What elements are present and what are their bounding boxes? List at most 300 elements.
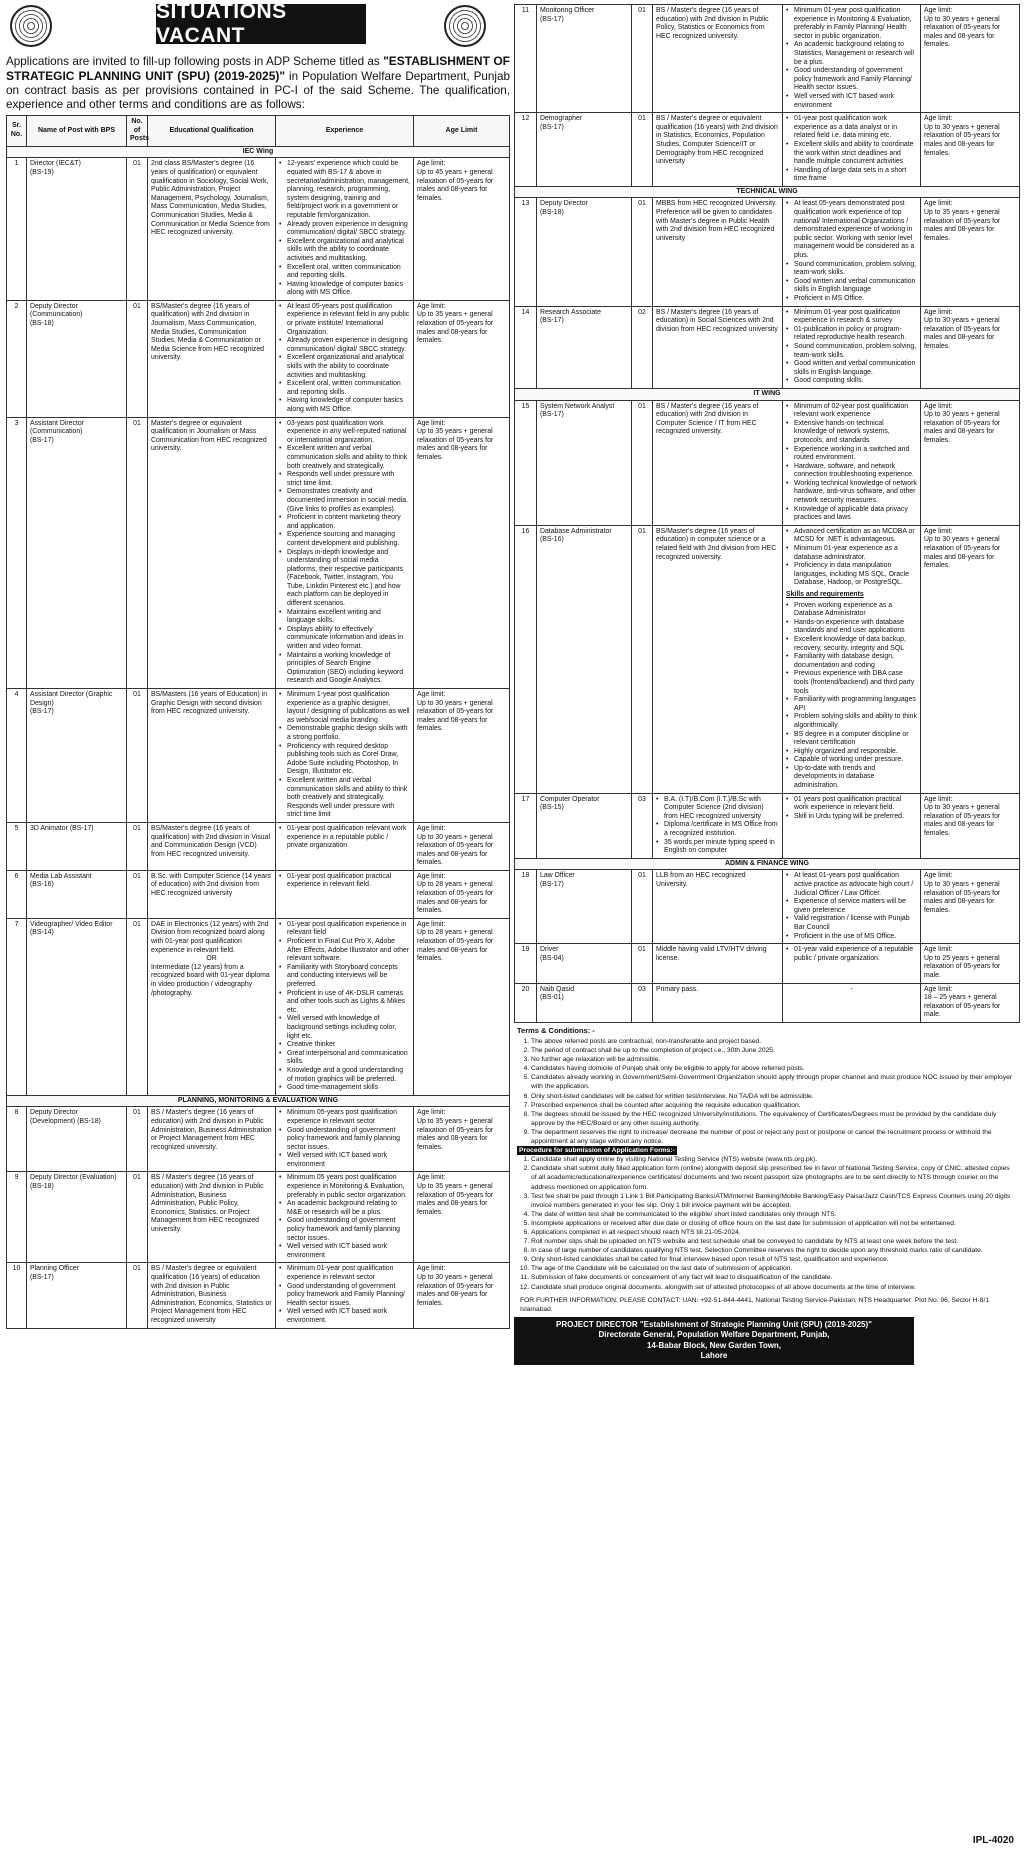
age-text: Up to 28 years + general relaxation of 05-years for males and 08-years for females. <box>417 881 494 915</box>
exp-list-item: • Skill in Urdu typing will be preferred. <box>786 813 917 822</box>
contact-info: FOR FURTHER INFORMATION, PLEASE CONTACT: UAN: +92-51-844-4441, National Testing Service-Pakistan, NTS Headquarter: Plot No. 96, Sector H-8/1 Islamabad. <box>520 1296 990 1313</box>
age-text: Up to 35 years + general relaxation of 05-years for males and 08-years for females. <box>417 428 494 461</box>
skills-list-item: • Previous experience with DBA case tools (frontend/backend) and third party tools <box>786 670 917 696</box>
qual-text: Master's degree or equivalent qualification in Journalism or Mass Communication from HEC recognized university. <box>151 419 267 453</box>
skills-list-item: • Problem solving skills and ability to think algorithmically <box>786 713 917 730</box>
term-item: 2. Candidate shall submit dully filled application form (online) alongwith deposit slip prescribed fee in favor of National Testing Service, copy of CNIC, attested copies of all academic/educational/experience certificates/ documents and two recent passport size photographs are to be sent directly to NTS through courier on the address mentioned on application form. <box>531 1164 1017 1191</box>
post-name: Computer Operator <box>540 795 600 803</box>
table-header-row <box>7 116 510 147</box>
post-age-limit <box>921 944 1020 983</box>
post-sr: 6 <box>7 870 27 918</box>
qual-text: BS/Master's degree (16 years of qualification) with 2nd division in Visual and Communication Design (VCD) from HEC recognized university. <box>151 824 270 858</box>
post-bps: (BS-17) <box>30 436 54 444</box>
header <box>6 0 510 50</box>
post-age-limit <box>414 1263 510 1328</box>
term-item: 1. The above referred posts are contractual, non-transferable and project based. <box>531 1037 1017 1046</box>
exp-list-item: • Well versed with ICT based work environment <box>786 93 917 110</box>
post-experience <box>783 983 921 1022</box>
post-count: 01 <box>632 400 653 525</box>
post-count: 01 <box>127 870 148 918</box>
exp-list <box>786 528 917 588</box>
post-age-limit <box>414 822 510 870</box>
post-name: Driver <box>540 946 559 954</box>
post-qualification <box>148 1172 276 1263</box>
term-item: 8. The degrees should be issued by the HEC recognized University/institutions. The equivalency of Certificates/Degrees must be provided by the candidate duly approve by the HEC/Board or any other issuing authority. <box>531 1110 1017 1128</box>
post-name: Deputy Director <box>540 200 588 208</box>
qual-text: 2nd class BS/Master's degree (16 years of qualification) or equivalent qualification in Sociology, Social Work, Public Administration, Project Management, Psychology, Journalism, Mass Communication, Media Studies, Communication Studies, Media & Communication or Media Science from HEC recognized university. <box>151 160 270 237</box>
age-label: Age limit: <box>417 1109 446 1117</box>
exp-list-item: • At least 01-years post qualification active practice as advocate high court / Judicial Officer / Law Officer. <box>786 872 917 898</box>
exp-list-item: • Proficient in the use of MS Office. <box>786 933 917 942</box>
post-bps: (BS-15) <box>540 804 564 812</box>
post-sr: 10 <box>7 1263 27 1328</box>
exp-list-item: • Knowledge and a good understanding of motion graphics will be preferred. <box>279 1067 410 1084</box>
pwd-logo-icon <box>444 5 486 47</box>
post-qualification <box>653 870 783 944</box>
exp-list-item: • Proficient in use of 4K-DSLR cameras and other tools such as Lights & Mikes etc. <box>279 990 410 1016</box>
procedure-title: Procedure for submission of Application Forms:- <box>519 1147 675 1155</box>
exp-list-item: • Proficient in Final Cut Pro X, Adobe After Effects, Adobe Illustrator and other relevant software. <box>279 938 410 964</box>
post-name: Research Associate <box>540 308 601 316</box>
post-name-cell <box>27 1107 127 1172</box>
age-label: Age limit: <box>924 200 953 208</box>
age-label: Age limit: <box>417 872 446 880</box>
post-age-limit <box>921 5 1020 113</box>
posts-table-right <box>514 4 1020 1023</box>
exp-list-item: • Minimum 1-year post qualification experience as a graphic designer, layout / designing of publications as well as web/social media branding <box>279 691 410 725</box>
term-item: 10. The age of the Candidate will be calculated on the last date of submission of application. <box>531 1264 1017 1273</box>
qual-text: DAE in Electronics (12 years) with 2nd Division from recognized board along with 01-year post qualification experience in relevant field. <box>151 920 269 954</box>
exp-list <box>279 1109 410 1169</box>
qual-list-item: • Diploma /certificate in MS Office from a recognized institution. <box>656 821 779 838</box>
age-text: Up to 35 years + general relaxation of 05-years for males and 08-years for females. <box>924 209 1001 242</box>
age-text: 18 – 25 years + general relaxation of 05-years for male. <box>924 994 1001 1019</box>
age-text: Up to 45 years + general relaxation of 05-years for males and 08-years for females. <box>417 168 494 202</box>
exp-list-item: • Valid registration / license with Punjab Bar Council <box>786 915 917 932</box>
exp-list-item: • 01-year post qualification relevant work experience in a reputable public / private organization <box>279 825 410 851</box>
age-text: Up to 30 years + general relaxation of 05-years for males and 08-years for females. <box>417 1274 494 1307</box>
post-qualification <box>653 5 783 113</box>
table-row <box>7 1172 510 1263</box>
exp-list-item: • Proficiency in data manipulation languages, including MS SQL, Oracle Database, Hadoop, or PostgreSQL. <box>786 562 917 588</box>
skills-list-item: • Highly organized and responsible. <box>786 748 917 757</box>
post-count: 03 <box>632 983 653 1022</box>
qual-text: LLB from an HEC recognized University. <box>656 872 746 888</box>
post-experience <box>783 113 921 187</box>
table-row <box>515 525 1020 793</box>
exp-list <box>279 303 410 415</box>
exp-list-item: • Having knowledge of computer basics along with MS Office. <box>279 281 410 298</box>
header-qual: Educational Qualification <box>148 116 276 147</box>
exp-list-item: • 01-year post qualification practical experience in relevant field. <box>279 873 410 890</box>
tech-rows <box>515 198 1020 388</box>
skills-list-item: • Familiarity with database design, documentation and coding <box>786 653 917 670</box>
age-label: Age limit: <box>924 946 953 954</box>
post-experience <box>783 306 921 388</box>
exp-list <box>279 1265 410 1325</box>
post-experience <box>783 5 921 113</box>
post-sr: 11 <box>515 5 537 113</box>
ipl-number: IPL-4020 <box>972 1835 1014 1846</box>
post-sr: 19 <box>515 944 537 983</box>
post-age-limit <box>414 417 510 688</box>
pme-rows <box>7 1107 510 1328</box>
exp-list-item: • Minimum of 02-year post qualification relevant work experience <box>786 403 917 420</box>
term-item: 11. Submission of fake documents or concealment of any fact will lead to disqualification of the candidate. <box>531 1273 1017 1282</box>
post-name-cell <box>537 983 632 1022</box>
age-label: Age limit: <box>924 7 953 14</box>
skills-list-item: • Hands-on experience with database standards and end user applications <box>786 619 917 636</box>
post-count: 01 <box>127 1107 148 1172</box>
header-posts: No. of Posts <box>127 116 148 147</box>
post-name-cell <box>537 198 632 306</box>
exp-list-item: • Creative thinker <box>279 1041 410 1050</box>
exp-list-item: • 01-year post qualification experience in relevant field <box>279 921 410 938</box>
exp-list-item: • Good understanding of government policy framework and Family Planning/ Health sector issues. <box>786 67 917 93</box>
term-item: 1. Candidate shall apply online by visiting National Testing Service (NTS) website (www.nts.org.pk). <box>531 1155 1017 1164</box>
age-text: Up to 30 years + general relaxation of 05-years for males and 08-years for females. <box>924 123 1001 157</box>
post-bps: (BS-18) <box>30 1183 54 1191</box>
header-name: Name of Post with BPS <box>27 116 127 147</box>
post-qualification <box>653 198 783 306</box>
term-item: 6. Only short-listed candidates will be called for written test/interview. No TA/DA will be admissible. <box>531 1092 1017 1101</box>
post-age-limit <box>414 158 510 301</box>
section-pme: PLANNING, MONITORING & EVALUATION WING <box>7 1095 510 1107</box>
post-name-cell <box>27 158 127 301</box>
exp-list <box>786 403 917 523</box>
intro-text-2: in Population Welfare Department, Punjab on contract basis as per provisions contained in PC-I of the said Scheme. The qualification, experience and other terms and conditions are as follows: <box>6 70 510 111</box>
post-name: Media Lab Assistant <box>30 872 92 880</box>
post-bps: (BS-01) <box>540 994 564 1002</box>
exp-list-item: • Excellent skills and ability to coordinate the work within strict deadlines and handle multiple concurrent activities <box>786 141 917 167</box>
post-age-limit <box>921 525 1020 793</box>
qual-text-2: Intermediate (12 years) from a recognized board with 01-year diploma in video production / videography /photography. <box>151 963 270 997</box>
exp-list <box>786 796 917 822</box>
table-row <box>515 198 1020 306</box>
exp-list-item: • 01-publication in policy or program-related reproductive health research. <box>786 326 917 343</box>
post-qualification <box>653 793 783 858</box>
exp-plain: - <box>850 985 853 993</box>
post-bps: (BS-17) <box>540 317 564 325</box>
post-experience <box>276 918 414 1095</box>
post-name-cell <box>27 1172 127 1263</box>
exp-list-item: • Familiarity with Storyboard concepts and conducting interviews will be preferred. <box>279 964 410 990</box>
table-row <box>7 158 510 301</box>
post-experience <box>276 870 414 918</box>
post-sr: 7 <box>7 918 27 1095</box>
exp-list-item: • Proficient in content marketing theory and application. <box>279 514 410 531</box>
exp-list <box>786 946 917 963</box>
exp-list-item: • Great interpersonal and communication skills. <box>279 1050 410 1067</box>
post-name: Assistant Director (Communication) <box>30 419 84 436</box>
intro-paragraph <box>6 54 510 112</box>
post-name: 3D Animator (BS-17) <box>30 824 94 832</box>
exp-list-item: • 12-years' experience which could be equated with BS-17 & above in secretariat/administration, management, planning, research, programming, system designing, training and field/project work in a government or reputable firm/organization. <box>279 160 410 220</box>
post-name-cell <box>27 870 127 918</box>
exp-list-item: • Excellent oral, written communication and reporting skills. <box>279 264 410 281</box>
term-item: 9. Only short-listed candidates shall be called for final interview based upon result of NTS test, qualification and experience. <box>531 1255 1017 1264</box>
exp-list-item: • Maintains excellent writing and language skills. <box>279 609 410 626</box>
qual-text: BS / Master's degree (16 years of education) with 2nd division in Public Policy, Statistics or Economics from HEC recognized university. <box>656 7 769 40</box>
skills-list-item: • Up-to-date with trends and developments in database administration. <box>786 765 917 791</box>
age-text: Up to 30 years + general relaxation of 05-years for males and 08-years for females. <box>924 317 1001 350</box>
age-label: Age limit: <box>417 691 446 698</box>
post-bps: (BS-17) <box>540 15 564 23</box>
post-count: 01 <box>632 870 653 944</box>
post-name: Database Administrator <box>540 527 612 535</box>
qual-list-item: • 35 words per minute typing speed in English on computer <box>656 839 779 856</box>
exp-list <box>786 7 917 110</box>
section-iec: IEC Wing <box>7 146 510 158</box>
post-name: Deputy Director (Communication) <box>30 302 83 319</box>
post-bps: (BS-17) <box>30 708 54 716</box>
qual-text: BS/Master's degree (16 years of education) in computer science or a related field with 2nd division from HEC recognized university. <box>656 527 777 561</box>
exp-list-item: • Good written and verbal communication skills in English language <box>786 278 917 295</box>
qual-list-item: • B.A. (I.T)/B.Com (I.T.)/B.Sc with Computer Science (2nd division) from HEC recognized university <box>656 796 779 822</box>
post-bps: (BS-17) <box>540 881 564 888</box>
exp-list <box>279 921 410 1093</box>
post-bps: (BS-16) <box>540 536 564 544</box>
age-text: Up to 25 years + general relaxation of 05-years for male. <box>924 954 1001 979</box>
exp-list-item: • Minimum 01-year experience as a database administrator. <box>786 545 917 562</box>
exp-list-item: • Good computing skills. <box>786 377 917 386</box>
term-item: 9. The department reserves the right to increase/ decrease the number of post or reject any post or postpone or cancel the recruitment process or withhold the appointment at any stage without any notice. <box>531 1128 1017 1146</box>
section-it: IT WING <box>515 388 1020 400</box>
exp-list-item: • Knowledge of applicable data privacy practices and laws <box>786 506 917 523</box>
skills-list <box>786 602 917 791</box>
post-qualification <box>148 870 276 918</box>
skills-list-item: • Capable of working under pressure. <box>786 756 917 765</box>
exp-list-item: • Minimum 05-years post qualification experience in relevant sector <box>279 1109 410 1126</box>
exp-list-item: • Excellent written and verbal communication skills and ability to think both creatively and strategically. Responds well under pressure with strict time limit <box>279 777 410 820</box>
post-age-limit <box>921 400 1020 525</box>
table-row <box>515 306 1020 388</box>
skills-list-item: • Proven working experience as a Database Administrator <box>786 602 917 619</box>
post-name-cell <box>537 306 632 388</box>
table-row <box>515 793 1020 858</box>
age-text: Up to 30 years + general relaxation of 05-years for males and 08-years for females. <box>924 15 1001 49</box>
exp-list <box>279 1174 410 1260</box>
post-experience <box>276 158 414 301</box>
post-count: 02 <box>632 306 653 388</box>
page-title: SITUATIONS VACANT <box>156 4 366 44</box>
post-qualification <box>653 400 783 525</box>
skills-list-item: • Familiarity with programming languages API <box>786 696 917 713</box>
exp-list-item: • Good understanding of government policy framework and family planning sector issues. <box>279 1217 410 1243</box>
exp-list <box>279 873 410 890</box>
post-count: 01 <box>632 525 653 793</box>
age-text: Up to 30 years + general relaxation of 05-years for males and 08-years for females. <box>924 411 1001 444</box>
exp-list-item: • At least 05-years demonstrated post qualification work experience of top national/ International Organizations / demonstrated experience of working in public sector. Working with senior level management would be considered as a plus. <box>786 200 917 260</box>
punjab-emblem-icon <box>10 5 52 47</box>
exp-list-item: • Hardware, software, and network connection troubleshooting experience. <box>786 463 917 480</box>
qual-text: BS / Master's degree or equivalent qualification (16 years) of education with 2nd division in Public Administration, Business Administration, Economics, Statistics or Project Management from HEC recognized university <box>151 1265 272 1324</box>
table-row <box>7 1263 510 1328</box>
exp-list-item: • At least 05-years post qualification experience in relevant field in any public or private institute/ International Organization. <box>279 303 410 337</box>
post-bps: (BS-18) <box>540 209 564 217</box>
qual-text: MBBS from HEC recognized University. Preference will be given to candidates with Master's degree in Public Health with 2nd division from HEC recognized university <box>656 200 777 242</box>
post-experience <box>783 870 921 944</box>
post-qualification <box>148 417 276 688</box>
right-column <box>514 4 1020 1850</box>
procedure-list <box>517 1155 1017 1291</box>
qual-list <box>656 796 779 856</box>
post-name-cell <box>27 918 127 1095</box>
post-count: 01 <box>632 944 653 983</box>
section-tech: TECHNICAL WING <box>515 186 1020 198</box>
age-label: Age limit: <box>417 302 446 310</box>
intro-text-1: Applications are invited to fill-up following posts in ADP Scheme titled as <box>6 55 384 68</box>
admin-rows <box>515 870 1020 1023</box>
post-sr: 20 <box>515 983 537 1022</box>
exp-list-item: • Good time-management skills <box>279 1084 410 1093</box>
exp-list-item: • An academic background relating to Statistics, Management or research will be a plus. <box>786 41 917 67</box>
term-item: 4. The date of written test shall be communicated to the eligible/ short listed candidates only through NTS. <box>531 1210 1017 1219</box>
footer-line-2: Directorate General, Population Welfare Department, Punjab, <box>598 1330 830 1340</box>
age-label: Age limit: <box>417 419 446 427</box>
exp-list-item: • Minimum 05 years post qualification experience in Monitoring & Evaluation, preferably in public sector organization. <box>279 1174 410 1200</box>
exp-list-item: • 01 years post qualification practical work experience in relevant field. <box>786 796 917 813</box>
term-item: 3. No further age relaxation will be admissible. <box>531 1055 1017 1064</box>
post-count: 01 <box>632 198 653 306</box>
post-experience <box>276 1107 414 1172</box>
exp-list-item: • Minimum 01-year post qualification experience in relevant sector <box>279 1265 410 1282</box>
post-count: 01 <box>632 5 653 113</box>
post-experience <box>276 1263 414 1328</box>
exp-list-item: • Maintains a working knowledge of principles of Search Engine Optimization (SEO) including keyword research and Google Analytics. <box>279 652 410 686</box>
post-bps: (BS-04) <box>540 954 564 962</box>
exp-list-item: • Displays ability to effectively communicate information and ideas in written and video format. <box>279 626 410 652</box>
terms-title: Terms & Conditions: - <box>517 1025 595 1035</box>
section-admin: ADMIN & FINANCE WING <box>515 858 1020 870</box>
pme-rows-2 <box>515 5 1020 187</box>
post-experience <box>783 198 921 306</box>
header-sr: Sr. No. <box>7 116 27 147</box>
post-name-cell <box>537 870 632 944</box>
qual-text: BS / Master's degree or equivalent qualification (16 years) with 2nd division in Statistics, Economics, Population Studies, Computer Science/IT or Demography from HEC recognized university <box>656 115 778 166</box>
post-qualification <box>653 525 783 793</box>
post-name-cell <box>27 417 127 688</box>
post-experience <box>276 1172 414 1263</box>
post-qualification <box>148 158 276 301</box>
exp-list-item: • Excellent organizational and analytical skills with the ability to coordinate activities and multitasking. <box>279 238 410 264</box>
term-item: 6. Applications completed in all respect should reach NTS till 21-05-2024. <box>531 1228 1017 1237</box>
post-sr: 2 <box>7 300 27 417</box>
exp-list <box>786 200 917 303</box>
age-text: Up to 30 years + general relaxation of 05-years for males and 08-years for females. <box>417 699 494 733</box>
footer-block <box>514 1317 914 1365</box>
exp-list-item: • Proficiency with required desktop publishing tools such as Corel Draw, Adobe Suite including Photoshop, In Design, Illustrator etc. <box>279 743 410 777</box>
term-item: 5. Candidates already working in Government/Semi-Government Organization should apply through proper channel and must produce NOC issued by their employer with the application. <box>531 1073 1017 1091</box>
post-sr: 9 <box>7 1172 27 1263</box>
post-name: Assistant Director (Graphic Design) <box>30 691 113 707</box>
post-age-limit <box>921 198 1020 306</box>
exp-list-item: • Minimum 01-year post qualification experience in Monitoring & Evaluation, preferably in Family Planning/ Health sector in public organization. <box>786 7 917 41</box>
exp-list-item: • Demonstrates creativity and documented immersion in social media. (Give links to profiles as examples). <box>279 488 410 514</box>
post-name-cell <box>537 113 632 187</box>
age-text: Up to 28 years + general relaxation of 05-years for males and 08-years for females. <box>417 929 494 963</box>
header-exp: Experience <box>276 116 414 147</box>
post-age-limit <box>414 300 510 417</box>
age-label: Age limit: <box>417 1265 446 1273</box>
age-label: Age limit: <box>417 1174 446 1182</box>
age-label: Age limit: <box>924 115 953 123</box>
post-age-limit <box>921 793 1020 858</box>
post-name: Monitoring Officer <box>540 7 595 14</box>
exp-list-item: • Good understanding of government policy framework and Family Planning/ Health sector issues. <box>279 1283 410 1309</box>
post-sr: 8 <box>7 1107 27 1172</box>
qual-text: BS/Masters (16 years of Education) in Graphic Design with second division from HEC recognized university. <box>151 691 268 716</box>
qual-text: Middle having valid LTV/HTV driving license. <box>656 946 767 962</box>
exp-list <box>279 420 410 686</box>
footer-line-1: PROJECT DIRECTOR "Establishment of Strategic Planning Unit (SPU) (2019-2025)" <box>556 1319 872 1329</box>
post-name: System Network Analyst <box>540 402 615 410</box>
post-count: 03 <box>632 793 653 858</box>
post-name: Demographer <box>540 115 583 123</box>
post-sr: 15 <box>515 400 537 525</box>
post-count: 01 <box>127 1263 148 1328</box>
age-text: Up to 30 years + general relaxation of 05-years for males and 08-years for females. <box>924 804 1001 838</box>
exp-list-item: • Excellent written and verbal communication skills and ability to think both creatively and strategically. <box>279 445 410 471</box>
post-age-limit <box>921 983 1020 1022</box>
exp-list <box>786 872 917 941</box>
post-name-cell <box>537 944 632 983</box>
exp-list-item: • Good written and verbal communication skills in English language. <box>786 360 917 377</box>
post-name-cell <box>537 400 632 525</box>
skills-list-item: • Excellent knowledge of data backup, recovery, security, integrity and SQL <box>786 636 917 653</box>
table-row <box>515 870 1020 944</box>
post-name: Videographer/ Video Editor <box>30 920 113 928</box>
qual-text: Primary pass. <box>656 985 699 993</box>
left-column <box>6 0 511 1850</box>
exp-list-item: • Sound communication, problem solving, team-work skills. <box>786 261 917 278</box>
age-label: Age limit: <box>924 872 953 880</box>
footer-line-3: 14-Babar Block, New Garden Town, <box>646 1340 782 1350</box>
age-text: Up to 30 years + general relaxation of 05-years for males and 08-years for females. <box>417 833 494 867</box>
post-name-cell <box>537 525 632 793</box>
term-item: 3. Test fee shall be paid through 1 Link 1 Bill Participating Banks/ATM/Internet Banking/Mobile Banking/Easy Paisa/Jazz Cash/TCS Express Counters using 20 digits invoice numbers generated in your fee slip. Only 1 bill invoice payment will be accepted. <box>531 1192 1017 1210</box>
iec-rows <box>7 158 510 1095</box>
post-sr: 4 <box>7 689 27 823</box>
post-name-cell <box>27 822 127 870</box>
post-name: Deputy Director (Development) (BS-18) <box>30 1109 101 1125</box>
post-qualification <box>148 1107 276 1172</box>
post-bps: (BS-18) <box>30 320 54 328</box>
exp-list-item: • Working technical knowledge of network hardware, anti-virus software, and other network security measures. <box>786 480 917 506</box>
post-experience <box>783 793 921 858</box>
age-text: Up to 35 years + general relaxation of 05-years for males and 08-years for females. <box>417 1117 494 1151</box>
post-name-cell <box>27 300 127 417</box>
terms-section <box>514 1023 1020 1314</box>
qual-text: BS / Master's degree (16 years of education) with 2nd division in Public Administration, Business Administration or Project Management from HEC recognized university. <box>151 1109 272 1151</box>
exp-list-item: • 03-years post qualification work experience in any well-reputed national or international organization. <box>279 420 410 446</box>
post-experience <box>783 400 921 525</box>
table-row <box>7 689 510 823</box>
age-label: Age limit: <box>924 795 953 803</box>
post-name: Law Officer <box>540 872 575 880</box>
post-count: 01 <box>127 158 148 301</box>
exp-list-item: • Proficient in MS Office. <box>786 295 917 304</box>
exp-list-item: • Responds well under pressure with strict time limit. <box>279 471 410 488</box>
qual-text: BS / Master's degree (16 years of education) in Social Sciences with 2nd division from HEC recognized university <box>656 308 778 333</box>
qual-text: B.Sc. with Computer Science (14 years of education) with 2nd division from HEC recognized university <box>151 872 271 898</box>
post-bps: (BS-17) <box>540 411 564 419</box>
age-text: Up to 30 years + general relaxation of 05-years for males and 08-years for females. <box>924 881 1001 914</box>
footer-line-4: Lahore <box>700 1351 728 1361</box>
post-sr: 17 <box>515 793 537 858</box>
header-age: Age Limit <box>414 116 510 147</box>
age-label: Age limit: <box>924 527 953 535</box>
